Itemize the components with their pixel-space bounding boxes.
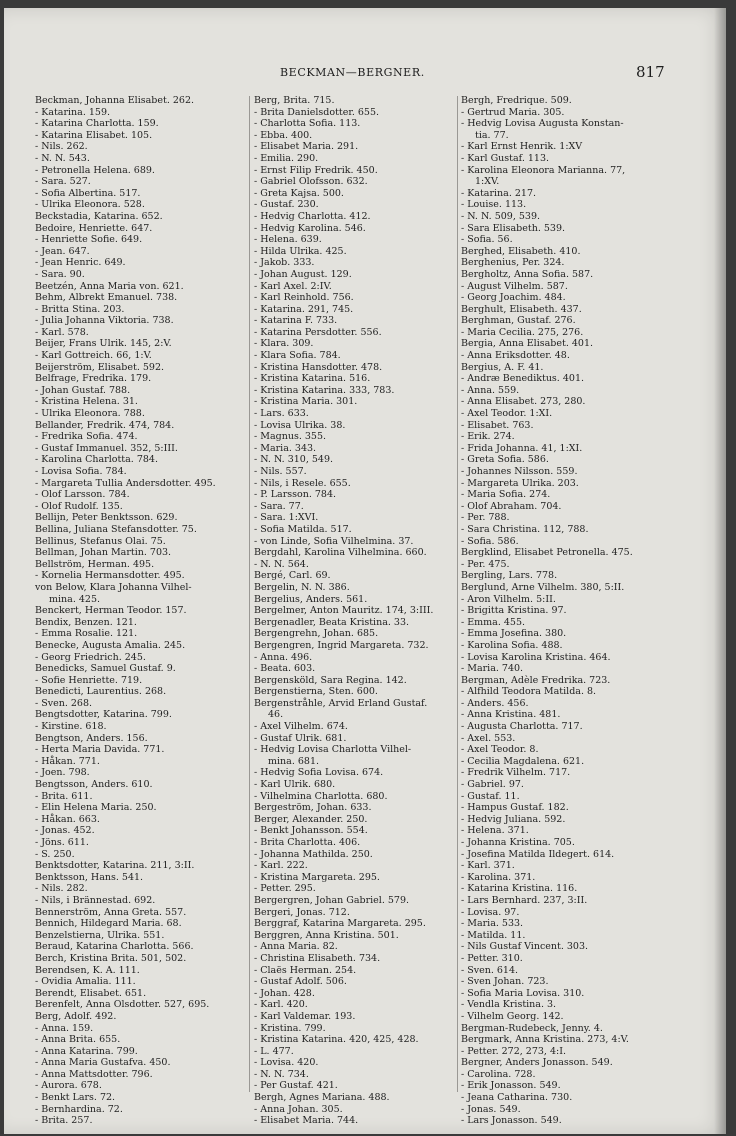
index-entry: - Jeana Catharina. 730. [461,1092,573,1104]
index-entry: - Ovidia Amalia. 111. [35,976,136,988]
index-entry: - Johanna Mathilda. 250. [254,848,373,860]
index-entry: Beijer, Frans Ulrik. 145, 2:V. [35,338,172,350]
index-entry: - Kristina Katarina. 420, 425, 428. [254,1034,419,1046]
index-entry: 1:XV. [475,176,500,188]
index-entry: - Erik. 274. [461,431,515,443]
index-entry: - Greta Kajsa. 500. [254,187,344,199]
index-entry: Bergenstierna, Sten. 600. [254,686,378,698]
index-entry: Bergeström, Johan. 633. [254,802,372,814]
index-entry: Bergman, Adèle Fredrika. 723. [461,674,611,686]
index-entry: - Claës Herman. 254. [254,964,357,976]
index-entry: Bergh, Agnes Mariana. 488. [254,1092,390,1104]
index-entry: Bengtsson, Anders. 610. [35,779,153,791]
index-entry: - Lovisa. 420. [254,1057,319,1069]
index-entry: - Aron Vilhelm. 5:II. [461,593,556,605]
index-entry: - Gustaf. 230. [254,199,319,211]
index-entry: - Hedvig Juliana. 592. [461,813,566,825]
index-entry: - L. 477. [254,1045,294,1057]
index-entry: - P. Larsson. 784. [254,489,337,501]
index-entry: Bergmark, Anna Kristina. 273, 4:V. [461,1034,629,1046]
index-entry: - Katarina F. 733. [254,315,338,327]
index-entry: - S. 250. [35,848,75,860]
index-entry: - Hedvig Lovisa Augusta Konstan- [461,118,624,130]
index-entry: - Olof Rudolf. 135. [35,500,123,512]
index-entry: Bergman-Rudebeck, Jenny. 4. [461,1022,603,1034]
index-entry: - Benkt Johansson. 554. [254,825,368,837]
column-divider [457,96,458,1092]
index-entry: Berg, Adolf. 492. [35,1010,117,1022]
index-entry: - Augusta Charlotta. 717. [461,721,583,733]
index-entry: - Cecilia Magdalena. 621. [461,755,585,767]
index-entry: - Lovisa Sofia. 784. [35,466,127,477]
index-entry: - Karolina Eleonora Marianna. 77, [461,164,626,176]
index-entry: - Sofia Albertina. 517. [35,187,141,199]
index-entry: Berghenius, Per. 324. [461,257,565,269]
index-entry: - Henriette Sofie. 649. [35,234,143,246]
index-entry: Berenfelt, Anna Olsdotter. 527, 695. [35,999,210,1011]
index-entry: - Frida Johanna. 41, 1:XI. [461,442,583,454]
index-entry: - Lars Bernhard. 237, 3:II. [461,894,588,906]
index-entry: - Per Gustaf. 421. [254,1080,338,1092]
index-entry: - Olof Abraham. 704. [461,500,562,512]
index-entry: - Nils. 262. [35,141,88,153]
index-entry: - Carolina. 728. [461,1068,536,1080]
index-entry: Belfrage, Fredrika. 179. [35,373,152,385]
index-entry: - Nils. 557. [254,466,307,477]
index-entry: - Erik Jonasson. 549. [461,1080,561,1092]
index-entry: - Sofia Maria Lovisa. 310. [461,987,585,999]
index-entry: Bellinus, Stefanus Olai. 75. [35,535,166,547]
index-entry: Bergklind, Elisabet Petronella. 475. [461,547,633,559]
index-entry: - Maria Cecilia. 275, 276. [461,326,584,338]
index-entry: Bellijn, Peter Benktsson. 629. [35,512,178,524]
index-entry: Bergengrehn, Johan. 685. [254,628,379,640]
index-entry: - Elisabet Maria. 291. [254,141,359,153]
index-entry: - Ulrika Eleonora. 788. [35,408,145,420]
index-entry: - Ebba. 400. [254,129,313,141]
index-entry: - Georg Friedrich. 245. [35,651,146,663]
index-entry: - Katarina. 217. [461,187,537,199]
index-entry: - Sara. 527. [35,176,91,188]
index-entry: Bergholtz, Anna Sofia. 587. [461,268,594,280]
index-entry: - Brita. 257. [35,1115,93,1127]
index-entry: Berglund, Arne Vilhelm. 380, 5:II. [461,581,625,593]
index-entry: - Jean. 647. [35,245,90,257]
index-entry: - Karolina Charlotta. 784. [35,454,158,466]
index-entry: 46. [268,709,284,721]
index-entry: - Sven. 268. [35,697,93,709]
index-entry: - Hedvig Sofia Lovisa. 674. [254,767,384,779]
index-entry: - Maria. 533. [461,918,524,930]
page-spine-shadow [714,8,726,1134]
index-entry: - Herta Maria Davida. 771. [35,744,165,756]
index-entry: Benecke, Augusta Amalia. 245. [35,639,186,651]
index-entry: - Maria. 343. [254,442,317,454]
index-entry: Bergdahl, Karolina Vilhelmina. 660. [254,547,427,559]
index-entry: - Katarina. 291, 745. [254,303,354,315]
index-entry: - Johannes Nilsson. 559. [461,466,578,477]
index-entry: - Johanna Kristina. 705. [461,837,575,848]
index-entry: Bellström, Herman. 495. [35,558,155,570]
index-entry: - Sara. 90. [35,268,85,280]
index-entry: - Greta Sofia. 586. [461,454,549,466]
index-entry: - Katarina Elisabet. 105. [35,129,153,141]
index-entry: - Sofie Henriette. 719. [35,674,143,686]
index-entry: - Joen. 798. [35,767,90,779]
index-entry: Bengtson, Anders. 156. [35,732,148,744]
index-entry: - Anna Kristina. 481. [461,709,561,721]
index-entry: - Axel Vilhelm. 674. [254,721,348,733]
index-entry: - Kristina. 799. [254,1022,326,1034]
book-page [4,8,726,1134]
index-entry: Bergelin, N. N. 386. [254,581,350,593]
index-entry: - Charlotta Sofia. 113. [254,118,361,130]
index-entry: - N. N. 509, 539. [461,210,541,222]
index-entry: von Below, Klara Johanna Vilhel- [35,581,192,593]
index-entry: - Christina Elisabeth. 734. [254,952,381,964]
index-entry: Benzelstierna, Ulrika. 551. [35,929,165,941]
index-entry: - N. N. 310, 549. [254,454,334,466]
index-entry: Bellander, Fredrik. 474, 784. [35,419,175,431]
index-entry: Bergner, Anders Jonasson. 549. [461,1057,613,1069]
index-entry: - Kristina Katarina. 516. [254,373,371,385]
index-entry: Benedicti, Laurentius. 268. [35,686,167,698]
index-entry: - Anna Eriksdotter. 48. [461,350,570,362]
index-entry: - Lovisa. 97. [461,906,520,918]
index-entry: Bengtsdotter, Katarina. 799. [35,709,172,721]
index-entry: - Katarina Kristina. 116. [461,883,578,895]
index-entry: - Karl Ernst Henrik. 1:XV [461,141,583,153]
index-entry: - Kristina Katarina. 333, 783. [254,384,395,396]
index-entry: - Jakob. 333. [254,257,315,269]
index-entry: Bergé, Carl. 69. [254,570,331,582]
index-entry: - Bernhardina. 72. [35,1103,123,1115]
index-entry: - Anders. 456. [461,697,529,709]
index-entry: - Karl. 371. [461,860,515,872]
index-entry: - Sven. 614. [461,964,519,976]
index-entry: - Sara Christina. 112, 788. [461,523,589,535]
index-entry: - Brigitta Kristina. 97. [461,605,567,617]
index-entry: - Sven Johan. 723. [461,976,549,988]
index-entry: Beckman, Johanna Elisabet. 262. [35,95,195,106]
index-entry: - Kirstine. 618. [35,721,107,733]
index-entry: - Maria Sofia. 274. [461,489,551,501]
index-entry: Berch, Kristina Brita. 501, 502. [35,952,187,964]
index-entry: - Ernst Filip Fredrik. 450. [254,164,378,176]
index-entry: - von Linde, Sofia Vilhelmina. 37. [254,535,414,547]
index-entry: Bergergren, Johan Gabriel. 579. [254,894,410,906]
index-entry: Bergh, Fredrique. 509. [461,95,572,106]
index-entry: mina. 425. [49,593,101,605]
index-entry: - Karl. 578. [35,326,89,338]
index-entry: Bedoire, Henriette. 647. [35,222,153,234]
index-entry: - Sara Elisabeth. 539. [461,222,566,234]
index-entry: - Anna Johan. 305. [254,1103,343,1115]
index-entry: - Hilda Ulrika. 425. [254,245,347,257]
index-entry: - Anna Mattsdotter. 796. [35,1068,153,1080]
index-entry: - Anna Elisabet. 273, 280. [461,396,586,408]
index-entry: Beckstadia, Katarina. 652. [35,210,163,222]
index-entry: - Gustaf. 11. [461,790,520,802]
index-entry: - Karl. 222. [254,860,308,872]
index-entry: - Benkt Lars. 72. [35,1092,116,1104]
index-entry: - Matilda. 11. [461,929,526,941]
index-entry: - Petter. 272, 273, 4:I. [461,1045,566,1057]
index-entry: - Lovisa Ulrika. 38. [254,419,346,431]
index-entry: - Maria. 740. [461,663,524,675]
index-entry: - Emma Josefina. 380. [461,628,567,640]
index-entry: Bergelmer, Anton Mauritz. 174, 3:III. [254,605,434,617]
index-entry: - Karl Gottreich. 66, 1:V. [35,350,152,362]
index-entry: - Olof Larsson. 784. [35,489,130,501]
index-entry: Berghed, Elisabeth. 410. [461,245,581,257]
index-entry: - Per. 788. [461,512,510,524]
running-head: BECKMAN—BERGNER. [280,66,425,79]
index-entry: - Karl Valdemar. 193. [254,1010,356,1022]
index-entry: Bellman, Johan Martin. 703. [35,547,172,559]
index-entry: - Fredrika Sofia. 474. [35,431,138,443]
index-entry: Benckert, Herman Teodor. 157. [35,605,187,617]
index-entry: - Lars Jonasson. 549. [461,1115,562,1127]
index-entry: - Sara. 1:XVI. [254,512,319,524]
index-entry: Beetzén, Anna Maria von. 621. [35,280,184,292]
index-entry: - Ulrika Eleonora. 528. [35,199,145,211]
index-entry: - Sara. 77. [254,500,304,512]
index-entry: - Vendla Kristina. 3. [461,999,557,1011]
index-entry: mina. 681. [268,755,320,767]
index-entry: - Karl Axel. 2:IV. [254,280,332,292]
index-entry: - N. N. 543. [35,152,90,164]
index-entry: Bergling, Lars. 778. [461,570,558,582]
index-entry: - Gertrud Maria. 305. [461,106,565,118]
index-entry: - Brita Charlotta. 406. [254,837,361,848]
index-entry: - Gabriel. 97. [461,779,524,791]
index-entry: - Axel Teodor. 8. [461,744,539,756]
index-entry: - Anna Brita. 655. [35,1034,121,1046]
index-entry: Berendt, Elisabet. 651. [35,987,147,999]
index-entry: - Karl Reinhold. 756. [254,292,354,304]
index-entry: Behm, Albrekt Emanuel. 738. [35,292,178,304]
index-entry: - Elin Helena Maria. 250. [35,802,157,814]
page-number: 817 [636,63,665,81]
index-entry: Berger, Alexander. 250. [254,813,368,825]
index-column-1 [35,95,243,1127]
index-entry: - Anna. 496. [254,651,313,663]
index-entry: - Axel. 553. [461,732,516,744]
index-entry: - Brita Danielsdotter. 655. [254,106,380,118]
index-column-2 [254,95,454,1127]
index-entry: - Karl Ulrik. 680. [254,779,336,791]
index-entry: - Georg Joachim. 484. [461,292,566,304]
index-entry: - Johan. 428. [254,987,315,999]
index-entry: - Axel Teodor. 1:XI. [461,408,553,420]
index-entry: - Kristina Maria. 301. [254,396,358,408]
index-entry: - Johan Gustaf. 788. [35,384,131,396]
index-entry: - Anna. 559. [461,384,520,396]
index-entry: - N. N. 734. [254,1068,309,1080]
index-entry: - Jöns. 611. [35,837,89,848]
index-entry: Beijerström, Elisabet. 592. [35,361,165,373]
index-entry: - Sofia. 56. [461,234,513,246]
index-entry: Benktsson, Hans. 541. [35,871,144,883]
index-entry: - Aurora. 678. [35,1080,102,1092]
index-entry: - Jean Henric. 649. [35,257,126,269]
index-entry: - Kristina Helena. 31. [35,396,138,408]
index-entry: - Håkan. 663. [35,813,100,825]
index-entry: Berghman, Gustaf. 276. [461,315,576,327]
index-entry: - Josefina Matilda Ildegert. 614. [461,848,615,860]
index-entry: - Per. 475. [461,558,510,570]
index-entry: Berggraf, Katarina Margareta. 295. [254,918,426,930]
index-entry: - Klara Sofia. 784. [254,350,341,362]
index-entry: - Gustaf Immanuel. 352, 5:III. [35,442,178,454]
index-entry: - Klara. 309. [254,338,314,350]
index-entry: Bennerström, Anna Greta. 557. [35,906,187,918]
index-entry: - Emma. 455. [461,616,526,628]
index-entry: - Gustaf Ulrik. 681. [254,732,347,744]
index-entry: - Fredrik Vilhelm. 717. [461,767,571,779]
index-entry: - Håkan. 771. [35,755,100,767]
index-entry: - August Vilhelm. 587. [461,280,568,292]
index-entry: tia. 77. [475,129,509,141]
index-entry: - Nils. 282. [35,883,88,895]
index-entry: - Lovisa Karolina Kristina. 464. [461,651,611,663]
index-entry: - Alfhild Teodora Matilda. 8. [461,686,597,698]
index-entry: Bergelius, Anders. 561. [254,593,368,605]
index-entry: - Hampus Gustaf. 182. [461,802,569,814]
index-entry: Bergengren, Ingrid Margareta. 732. [254,639,429,651]
index-entry: Bergius, A. F. 41. [461,361,544,373]
index-entry: - Jonas. 452. [35,825,95,837]
index-entry: - Julia Johanna Viktoria. 738. [35,315,174,327]
index-entry: - Gustaf Adolf. 506. [254,976,347,988]
index-entry: Bergia, Anna Elisabet. 401. [461,338,594,350]
index-entry: - Petter. 295. [254,883,316,895]
index-entry: - Emilia. 290. [254,152,319,164]
index-entry: Bennich, Hildegard Maria. 68. [35,918,182,930]
index-entry: - Anna Maria Gustafva. 450. [35,1057,171,1069]
index-entry: - Petronella Helena. 689. [35,164,155,176]
index-entry: - Kristina Margareta. 295. [254,871,380,883]
index-entry: - Nils, i Brännestad. 692. [35,894,156,906]
index-entry: - Katarina Persdotter. 556. [254,326,382,338]
index-column-3 [461,95,669,1127]
index-entry: - Lars. 633. [254,408,309,420]
index-entry: - Sofia Matilda. 517. [254,523,352,535]
column-divider [249,96,250,1092]
index-entry: - Britta Stina. 203. [35,303,125,315]
index-entry: - Kornelia Hermansdotter. 495. [35,570,185,582]
index-entry: - Hedvig Charlotta. 412. [254,210,371,222]
index-entry: - Karl Gustaf. 113. [461,152,550,164]
index-entry: - Beata. 603. [254,663,316,675]
index-entry: Bergensköld, Sara Regina. 142. [254,674,407,686]
index-entry: Bellina, Juliana Stefansdotter. 75. [35,523,197,535]
index-entry: - Karolina Sofia. 488. [461,639,563,651]
index-entry: - Elisabet Maria. 744. [254,1115,359,1127]
index-entry: - Jonas. 549. [461,1103,521,1115]
index-entry: - Katarina. 159. [35,106,111,118]
index-entry: - Vilhelmina Charlotta. 680. [254,790,388,802]
index-entry: - Margareta Ulrika. 203. [461,477,579,489]
index-entry: - Magnus. 355. [254,431,327,443]
index-entry: - Nils, i Resele. 655. [254,477,351,489]
index-entry: - Anna. 159. [35,1022,94,1034]
index-entry: - Andræ Benediktus. 401. [461,373,585,385]
index-entry: - Gabriel Olofsson. 632. [254,176,368,188]
index-entry: - Brita. 611. [35,790,93,802]
index-entry: Bergeri, Jonas. 712. [254,906,350,918]
index-entry: Bergenstråhle, Arvid Erland Gustaf. [254,697,428,709]
index-entry: - Anna Katarina. 799. [35,1045,138,1057]
index-entry: - Hedvig Lovisa Charlotta Vilhel- [254,744,412,756]
index-entry: Bendix, Benzen. 121. [35,616,137,628]
index-entry: - Elisabet. 763. [461,419,534,431]
index-entry: Beraud, Katarina Charlotta. 566. [35,941,194,953]
index-entry: Benktsdotter, Katarina. 211, 3:II. [35,860,195,872]
index-entry: - Margareta Tullia Andersdotter. 495. [35,477,216,489]
index-entry: - Anna Maria. 82. [254,941,338,953]
index-entry: - N. N. 564. [254,558,309,570]
index-entry: - Karolina. 371. [461,871,536,883]
index-entry: - Emma Rosalie. 121. [35,628,138,640]
index-entry: - Vilhelm Georg. 142. [461,1010,564,1022]
index-entry: - Helena. 639. [254,234,322,246]
index-entry: Benedicks, Samuel Gustaf. 9. [35,663,176,675]
index-entry: - Louise. 113. [461,199,527,211]
index-entry: - Helena. 371. [461,825,529,837]
index-entry: - Johan August. 129. [254,268,352,280]
index-entry: Berggren, Anna Kristina. 501. [254,929,399,941]
index-entry: - Karl. 420. [254,999,308,1011]
index-entry: - Nils Gustaf Vincent. 303. [461,941,589,953]
index-entry: - Sofia. 586. [461,535,519,547]
index-entry: - Katarina Charlotta. 159. [35,118,159,130]
index-entry: - Hedvig Karolina. 546. [254,222,366,234]
index-entry: Berg, Brita. 715. [254,95,335,106]
index-entry: - Kristina Hansdotter. 478. [254,361,383,373]
index-entry: - Petter. 310. [461,952,523,964]
index-entry: Bergenadler, Beata Kristina. 33. [254,616,410,628]
index-entry: Berendsen, K. A. 111. [35,964,140,976]
index-entry: Berghult, Elisabeth. 437. [461,303,582,315]
